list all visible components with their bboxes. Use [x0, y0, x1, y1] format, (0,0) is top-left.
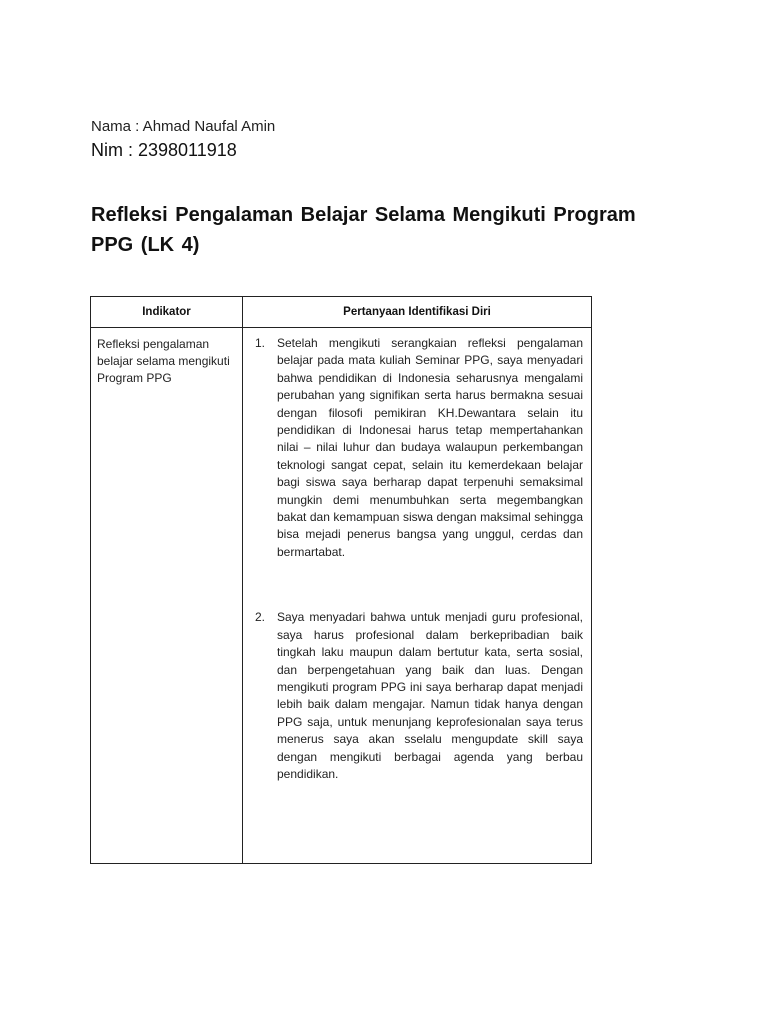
- indicator-text: Refleksi pengalaman belajar selama mengikuti Program PPG: [97, 337, 230, 385]
- list-item: [255, 609, 583, 783]
- student-name: Nama : Ahmad Naufal Amin: [91, 118, 276, 135]
- document-title: Refleksi Pengalaman Belajar Selama Mengikuti Program PPG (LK 4): [91, 204, 636, 256]
- item-number: 1.: [255, 336, 266, 350]
- item-number: 2.: [255, 610, 266, 625]
- reflection-table: [90, 296, 592, 864]
- indicator-cell: [91, 328, 243, 864]
- item-text: Setelah mengikuti serangkaian refleksi pengalaman belajar pada mata kuliah Seminar PPG, saya menyadari bahwa pendidikan di Indonesia seharusnya mengalami perubahan yang signifikan serta harus bermakna sesuai dengan filosofi pemikiran KH.Dewantara selain itu pendidikan di Indonesai harus tetap mempertahankan nilai – nilai luhur dan budaya walaupun perkembangan teknologi sangat cepat, selain itu kemerdekaan belajar bagi siswa saya berharap dapat terpenuhi semaksimal mungkin demi menumbuhkan serta megembangkan bakat dan kemampuan siswa dengan maksimal sehingga bisa mejadi penerus bangsa yang unggul, cerdas dan bermartabat.: [277, 336, 583, 559]
- table-row: [91, 328, 592, 864]
- answer-list: [243, 328, 591, 783]
- list-item: [255, 335, 583, 561]
- student-nim: Nim : 2398011918: [91, 140, 237, 160]
- item-text: Saya menyadari bahwa untuk menjadi guru profesional, saya harus profesional dalam berkepribadian baik tingkah laku maupun dalam bertutur kata, serta sosial, dan berpengetahuan yang baik dan luas. Dengan mengikuti program PPG ini saya berharap dapat menjadi lebih baik dalam mengajar. Namun tidak hanya dengan PPG saja, untuk menunjang keprofesionalan saya terus menerus saya akan sselalu mengupdate skill saya dengan mengikuti berbagai agenda yang berbau pendidikan.: [277, 610, 583, 781]
- answers-cell: [243, 328, 592, 864]
- header-pertanyaan: Pertanyaan Identifikasi Diri: [243, 297, 592, 328]
- table-header-row: [91, 297, 592, 328]
- header-indikator: Indikator: [91, 297, 243, 328]
